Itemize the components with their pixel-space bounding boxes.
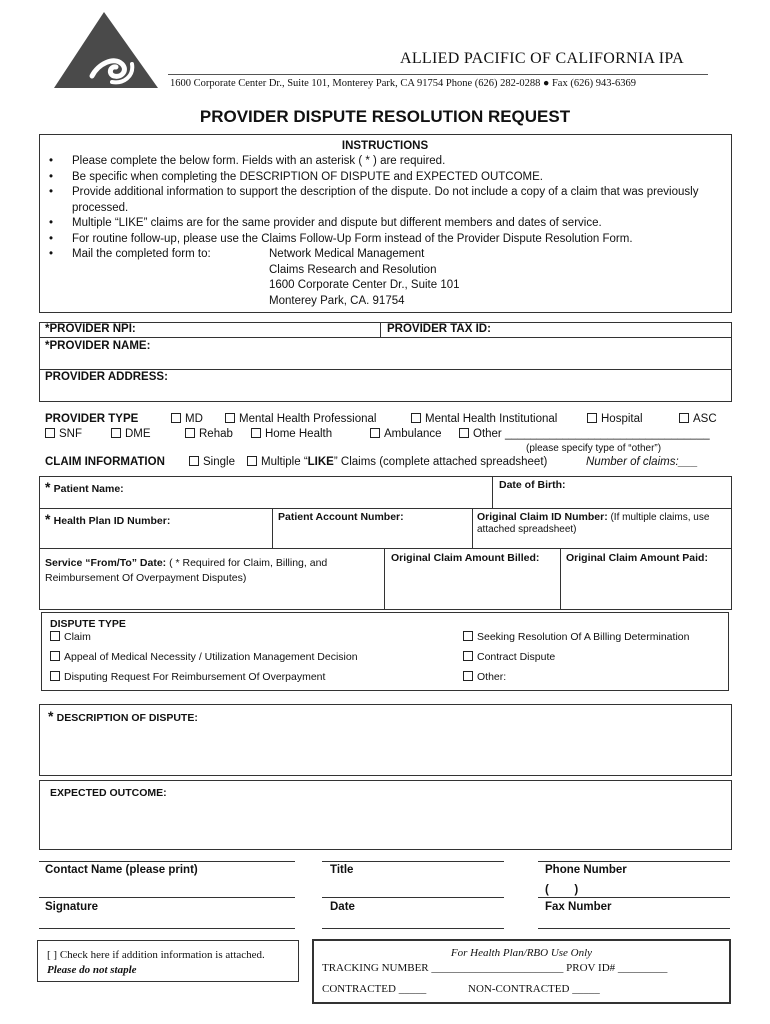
dispute-overpayment-option[interactable] <box>50 671 325 683</box>
signoff-line <box>39 928 295 929</box>
claim-info-label: CLAIM INFORMATION <box>45 456 165 468</box>
provider-tax-id-field[interactable]: PROVIDER TAX ID: <box>387 323 491 335</box>
attachment-note-box[interactable] <box>37 940 299 982</box>
instruction-item: • Be specific when completing the DESCRIPTION OF DISPUTE and EXPECTED OUTCOME. <box>40 170 720 186</box>
bullet-separator: ● <box>543 78 552 89</box>
checkbox[interactable] <box>587 413 597 423</box>
amount-paid-field[interactable]: Original Claim Amount Paid: <box>566 552 708 564</box>
dispute-other-option[interactable] <box>463 671 506 683</box>
dispute-type-label: DISPUTE TYPE <box>50 618 126 630</box>
signoff-line <box>322 897 504 898</box>
checkbox[interactable] <box>463 631 473 641</box>
description-label-text: DESCRIPTION OF DISPUTE: <box>56 712 198 724</box>
health-plan-id-label: Health Plan ID Number: <box>53 515 171 527</box>
checkbox[interactable] <box>189 456 199 466</box>
org-address <box>170 78 636 89</box>
instructions-heading: INSTRUCTIONS <box>341 140 429 152</box>
provider-npi-field[interactable]: *PROVIDER NPI: <box>45 323 136 335</box>
provider-type-label-text: MD <box>185 413 203 425</box>
dispute-option-label: Seeking Resolution Of A Billing Determination <box>477 631 690 643</box>
checkbox[interactable] <box>50 671 60 681</box>
mail-address-line: Monterey Park, CA. 91754 <box>269 294 405 307</box>
company-logo <box>52 10 160 90</box>
claim-multiple-option[interactable] <box>247 456 547 468</box>
provider-type-label-text: ASC <box>693 413 717 425</box>
checkbox[interactable] <box>50 651 60 661</box>
patient-name-label: Patient Name: <box>53 483 124 495</box>
signoff-line <box>39 861 295 862</box>
instruction-item: • Multiple “LIKE” claims are for the same provider and dispute but different members and dates of service. <box>40 216 720 232</box>
dispute-option-label: Contract Dispute <box>477 651 556 663</box>
dispute-claim-option[interactable] <box>50 631 91 643</box>
signoff-line <box>538 897 730 898</box>
provider-type-row1 <box>45 413 735 429</box>
amount-billed-field[interactable]: Original Claim Amount Billed: <box>391 552 540 564</box>
mail-label: Mail the completed form to: <box>72 248 211 260</box>
number-of-claims[interactable]: Number of claims:___ <box>586 456 698 468</box>
provider-id-row <box>39 322 732 338</box>
dispute-option-label: Other: <box>477 671 507 683</box>
checkbox[interactable] <box>45 428 55 438</box>
mail-address-line: Claims Research and Resolution <box>269 263 437 276</box>
tracking-number-line[interactable]: TRACKING NUMBER ________________________ PROV ID# _________ <box>322 962 668 974</box>
grid-line <box>492 476 493 508</box>
required-asterisk: * <box>45 511 51 527</box>
provider-id-divider <box>380 322 381 338</box>
provider-type-other-label: Other ________________________________ <box>473 428 710 440</box>
org-fax: Fax (626) 943-6369 <box>551 78 636 89</box>
provider-type-asc[interactable] <box>679 413 717 425</box>
health-plan-id-field[interactable] <box>45 511 170 527</box>
checkbox[interactable] <box>247 456 257 466</box>
instruction-item: • Provide additional information to support the description of the dispute. Do not include a copy of a claim that was previously processed. <box>40 185 720 216</box>
provider-type-label: PROVIDER TYPE <box>45 413 139 425</box>
date-of-birth-field[interactable]: Date of Birth: <box>499 479 566 491</box>
instruction-item-mail <box>40 247 720 309</box>
checkbox[interactable] <box>411 413 421 423</box>
checkbox[interactable] <box>111 428 121 438</box>
instructions-list <box>40 154 720 309</box>
provider-type-dme[interactable] <box>111 428 151 440</box>
phone-number-label: Phone Number <box>545 864 627 876</box>
provider-type-other-hint: (please specify type of “other”) <box>526 443 662 454</box>
non-contracted-line[interactable]: NON-CONTRACTED _____ <box>468 983 600 995</box>
provider-name-field[interactable]: *PROVIDER NAME: <box>45 340 151 352</box>
provider-type-label-text: DME <box>125 428 151 440</box>
provider-type-label-text: Hospital <box>601 413 643 425</box>
form-title: PROVIDER DISPUTE RESOLUTION REQUEST <box>199 107 571 126</box>
grid-line <box>39 548 732 549</box>
signoff-line <box>322 928 504 929</box>
header-rule <box>168 74 708 75</box>
provider-type-row2 <box>45 428 735 444</box>
contact-name-label: Contact Name (please print) <box>45 864 198 876</box>
provider-type-label-text: Mental Health Professional <box>239 413 377 425</box>
provider-type-other[interactable] <box>459 428 710 440</box>
signoff-line <box>538 928 730 929</box>
grid-line <box>384 548 385 610</box>
dispute-option-label: Disputing Request For Reimbursement Of Overpayment <box>64 671 326 683</box>
claim-multiple-post: ” Claims (complete attached spreadsheet) <box>333 456 548 468</box>
instruction-item: • Please complete the below form. Fields with an asterisk ( * ) are required. <box>40 154 720 170</box>
provider-type-label-text: Mental Health Institutional <box>425 413 558 425</box>
grid-line <box>472 508 473 548</box>
expected-outcome-label: EXPECTED OUTCOME: <box>50 787 167 799</box>
provider-type-label-text: Ambulance <box>384 428 442 440</box>
grid-line <box>560 548 561 610</box>
mail-address-line: Network Medical Management <box>269 248 425 260</box>
claim-info-row <box>45 456 735 472</box>
provider-type-home-health[interactable] <box>251 428 332 440</box>
claim-fields-box <box>39 476 732 610</box>
original-claim-id-field[interactable] <box>477 511 729 536</box>
description-label <box>48 708 198 724</box>
provider-type-mental-health-professional[interactable] <box>225 413 376 425</box>
provider-type-label-text: Home Health <box>265 428 333 440</box>
dispute-billing-option[interactable] <box>463 631 689 643</box>
signoff-line <box>322 861 504 862</box>
dispute-option-label: Appeal of Medical Necessity / Utilization Management Decision <box>64 651 358 663</box>
provider-type-ambulance[interactable] <box>370 428 442 440</box>
claim-single-option[interactable] <box>189 456 235 468</box>
dispute-contract-option[interactable] <box>463 651 555 663</box>
org-name: ALLIED PACIFIC OF CALIFORNIA IPA <box>400 50 685 67</box>
provider-type-rehab[interactable] <box>185 428 233 440</box>
checkbox[interactable] <box>185 428 195 438</box>
provider-type-mental-health-institutional[interactable] <box>411 413 557 425</box>
checkbox[interactable] <box>463 671 473 681</box>
checkbox[interactable] <box>463 651 473 661</box>
checkbox[interactable] <box>171 413 181 423</box>
provider-type-label-text: Rehab <box>199 428 233 440</box>
service-dates-note: ( * Required for Claim, Billing, and Reimbursement Of Overpayment Disputes) <box>45 557 328 584</box>
attachment-note-emphasis: Please do not staple <box>47 964 137 976</box>
signoff-line <box>39 897 295 898</box>
attachment-note-text: [ ] Check here if addition information is attached. <box>47 949 265 961</box>
claim-multiple-pre: Multiple “ <box>261 456 308 468</box>
provider-type-md[interactable] <box>171 413 203 425</box>
checkbox[interactable] <box>370 428 380 438</box>
required-asterisk: * <box>48 708 54 724</box>
instruction-item: • For routine follow-up, please use the Claims Follow-Up Form instead of the Provider Dispute Resolution Form. <box>40 232 720 248</box>
provider-address-field[interactable]: PROVIDER ADDRESS: <box>45 371 168 383</box>
org-address-phone: 1600 Corporate Center Dr., Suite 101, Monterey Park, CA 91754 Phone (626) 282-0288 <box>170 78 541 89</box>
grid-line <box>39 508 732 509</box>
required-asterisk: * <box>45 479 51 495</box>
contracted-line[interactable]: CONTRACTED _____ <box>322 983 427 995</box>
office-use-heading: For Health Plan/RBO Use Only <box>450 947 593 959</box>
provider-type-snf[interactable] <box>45 428 82 440</box>
provider-type-label-text: SNF <box>59 428 82 440</box>
mail-address <box>269 247 460 309</box>
checkbox[interactable] <box>225 413 235 423</box>
checkbox[interactable] <box>50 631 60 641</box>
patient-name-field[interactable] <box>45 479 124 495</box>
checkbox[interactable] <box>459 428 469 438</box>
claim-single-label: Single <box>203 456 235 468</box>
mail-address-line: 1600 Corporate Center Dr., Suite 101 <box>269 279 460 291</box>
fax-number-label: Fax Number <box>545 901 612 913</box>
original-claim-id-label: Original Claim ID Number: <box>477 511 608 523</box>
signoff-line <box>538 861 730 862</box>
date-label: Date <box>330 901 355 913</box>
dispute-appeal-option[interactable] <box>50 651 358 663</box>
checkbox[interactable] <box>251 428 261 438</box>
service-dates-label: Service “From/To” Date: <box>45 557 167 569</box>
provider-type-hospital[interactable] <box>587 413 643 425</box>
claim-multiple-like: LIKE <box>307 456 334 468</box>
grid-line <box>272 508 273 548</box>
patient-account-number-field[interactable]: Patient Account Number: <box>278 511 404 523</box>
signature-label: Signature <box>45 901 99 913</box>
original-claim-id-note: (If multiple claims, use attached spreadsheet) <box>477 512 710 535</box>
phone-area-code[interactable]: ( ) <box>545 884 579 896</box>
checkbox[interactable] <box>679 413 689 423</box>
service-dates-field[interactable] <box>45 556 375 586</box>
title-label: Title <box>330 864 354 876</box>
dispute-option-label: Claim <box>64 631 91 643</box>
